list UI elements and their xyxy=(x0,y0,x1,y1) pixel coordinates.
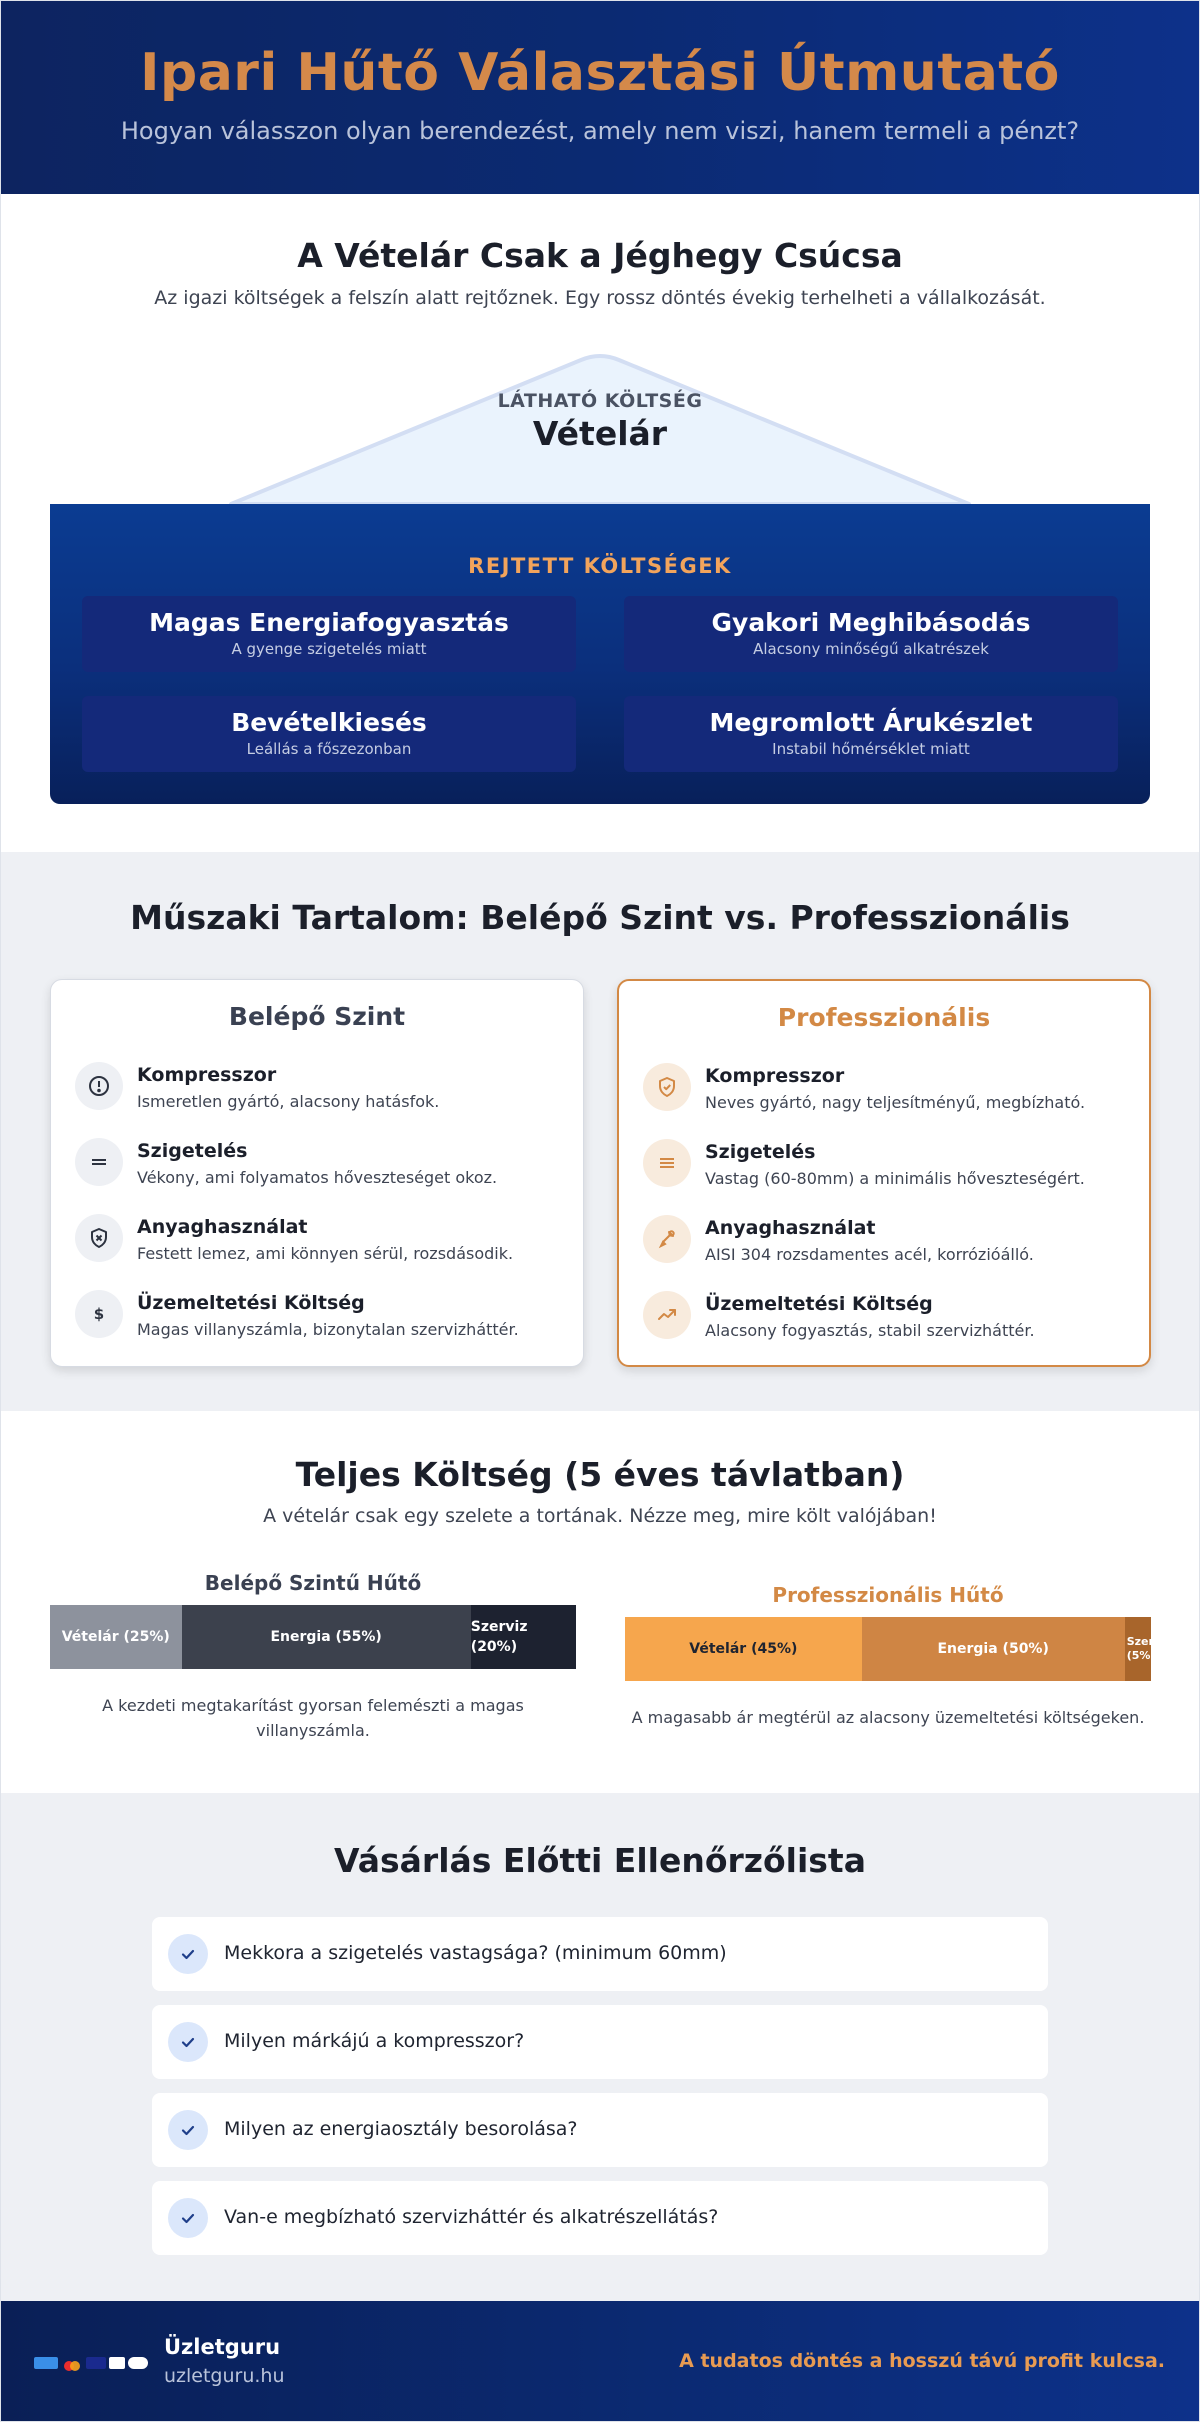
hidden-cost-desc: Leállás a főszezonban xyxy=(246,740,412,758)
pro-card xyxy=(617,979,1151,1367)
cost-subtitle: A vételár csak egy szelete a tortának. Nézze meg, mire költ valójában! xyxy=(263,1505,937,1527)
barion-icon xyxy=(34,2357,58,2369)
pro-card-title: Professzionális xyxy=(777,1003,991,1032)
feature-title: Kompresszor xyxy=(137,1064,277,1086)
comparison-section xyxy=(1,852,1199,1411)
feature-desc: Vastag (60-80mm) a minimális hőveszteségért. xyxy=(705,1169,1085,1188)
cost-section xyxy=(1,1411,1199,1793)
feature-title: Kompresszor xyxy=(705,1065,845,1087)
comparison-title: Műszaki Tartalom: Belépő Szint vs. Professzionális xyxy=(130,898,1070,937)
basic-card xyxy=(50,979,584,1367)
hidden-cost-title: Gyakori Meghibásodás xyxy=(711,608,1031,637)
cost-title: Teljes Költség (5 éves távlatban) xyxy=(295,1455,905,1494)
checklist-title: Vásárlás Előtti Ellenőrzőlista xyxy=(334,1841,866,1880)
feature-desc: Alacsony fogyasztás, stabil szervizháttér. xyxy=(705,1321,1035,1340)
feature-title: Anyaghasználat xyxy=(137,1216,308,1238)
svg-text:$: $ xyxy=(93,1305,105,1323)
hidden-cost-desc: Alacsony minőségű alkatrészek xyxy=(753,640,989,658)
checklist-text: Milyen az energiaosztály besorolása? xyxy=(224,2118,578,2140)
thick-lines-icon xyxy=(643,1139,691,1187)
page-subtitle: Hogyan válasszon olyan berendezést, amely nem viszi, hanem termeli a pénzt? xyxy=(120,117,1080,145)
iceberg-title: A Vételár Csak a Jéghegy Csúcsa xyxy=(297,236,903,275)
checklist-item xyxy=(152,1917,1048,1991)
feature-desc: Neves gyártó, nagy teljesítményű, megbízható. xyxy=(705,1093,1086,1112)
apple-pay-icon xyxy=(109,2357,125,2369)
checklist-item xyxy=(152,2005,1048,2079)
shield-check-icon xyxy=(643,1063,691,1111)
checklist-item xyxy=(152,2093,1048,2167)
alert-icon xyxy=(75,1062,123,1110)
basic-card-title: Belépő Szint xyxy=(228,1002,406,1031)
feature-title: Üzemeltetési Költség xyxy=(137,1292,365,1314)
visible-cost-value: Vételár xyxy=(532,414,668,453)
trend-up-icon xyxy=(643,1291,691,1339)
cost-segment: Vételár (45%) xyxy=(625,1617,862,1681)
checklist-item xyxy=(152,2181,1048,2255)
iceberg-section xyxy=(1,194,1199,852)
feature-title: Szigetelés xyxy=(137,1140,248,1162)
check-icon xyxy=(168,2198,208,2238)
page xyxy=(1,1,1199,2421)
cost-segment: Vételár (25%) xyxy=(50,1605,182,1669)
feature-title: Üzemeltetési Költség xyxy=(705,1293,933,1315)
hidden-cost-title: Megromlott Árukészlet xyxy=(709,708,1033,737)
shield-x-icon xyxy=(75,1214,123,1262)
checklist-text: Van-e megbízható szervizháttér és alkatrészellátás? xyxy=(224,2206,719,2228)
check-icon xyxy=(168,2110,208,2150)
hidden-cost-desc: Instabil hőmérséklet miatt xyxy=(772,740,970,758)
feature-item xyxy=(643,1215,1123,1281)
hidden-cost-title: Magas Energiafogyasztás xyxy=(149,608,509,637)
basic-bar-title: Belépő Szintű Hűtő xyxy=(204,1571,422,1595)
feature-item xyxy=(643,1063,1123,1129)
hidden-costs-label: REJTETT KÖLTSÉGEK xyxy=(468,554,732,578)
pro-bar-note: A magasabb ár megtérül az alacsony üzemeltetési költségeken. xyxy=(631,1708,1145,1727)
cost-segment: Szerviz (20%) xyxy=(471,1605,576,1669)
mastercard-icon xyxy=(61,2357,83,2369)
checklist-text: Mekkora a szigetelés vastagsága? (minimum 60mm) xyxy=(224,1942,727,1964)
feature-item xyxy=(75,1062,555,1128)
check-icon xyxy=(168,1934,208,1974)
feature-desc: AISI 304 rozsdamentes acél, korrózióálló. xyxy=(705,1245,1034,1264)
feature-item xyxy=(75,1214,555,1280)
check-icon xyxy=(168,2022,208,2062)
hidden-cost-card xyxy=(82,596,576,672)
feature-desc: Magas villanyszámla, bizonytalan szervizháttér. xyxy=(137,1320,519,1339)
feature-desc: Ismeretlen gyártó, alacsony hatásfok. xyxy=(137,1092,440,1111)
hidden-cost-title: Bevételkiesés xyxy=(231,708,427,737)
pro-bar-title: Professzionális Hűtő xyxy=(772,1583,1004,1607)
footer-domain-link[interactable]: uzletguru.hu xyxy=(164,2365,285,2387)
feature-title: Anyaghasználat xyxy=(705,1217,876,1239)
hidden-cost-card xyxy=(82,696,576,772)
feature-title: Szigetelés xyxy=(705,1141,816,1163)
feature-item xyxy=(643,1291,1123,1357)
basic-bar-note: A kezdeti megtakarítást gyorsan felemészti a magas villanyszámla. xyxy=(102,1696,524,1740)
iceberg-subtitle: Az igazi költségek a felszín alatt rejtőznek. Egy rossz döntés évekig terhelheti a vállalkozását. xyxy=(154,287,1046,309)
header xyxy=(1,1,1199,194)
hidden-costs-panel xyxy=(50,504,1150,804)
footer xyxy=(1,2301,1199,2421)
cost-segment: Energia (55%) xyxy=(182,1605,471,1669)
hidden-cost-card xyxy=(624,596,1118,672)
dollar-icon xyxy=(75,1290,123,1338)
basic-cost-bar xyxy=(50,1605,576,1669)
tools-icon xyxy=(643,1215,691,1263)
visa-icon xyxy=(86,2357,106,2369)
feature-item xyxy=(75,1138,555,1204)
pro-cost-bar xyxy=(625,1617,1172,1681)
feature-desc: Vékony, ami folyamatos hőveszteséget okoz. xyxy=(137,1168,498,1187)
visible-cost-label: LÁTHATÓ KÖLTSÉG xyxy=(497,390,703,412)
feature-desc: Festett lemez, ami könnyen sérül, rozsdásodik. xyxy=(137,1244,514,1263)
google-pay-icon xyxy=(128,2357,148,2369)
footer-tagline: A tudatos döntés a hosszú távú profit kulcsa. xyxy=(679,2350,1165,2372)
feature-item xyxy=(75,1290,555,1356)
hidden-cost-card xyxy=(624,696,1118,772)
cost-segment: Energia (50%) xyxy=(862,1617,1125,1681)
cost-segment: Szerviz (5%) xyxy=(1125,1617,1151,1681)
checklist-text: Milyen márkájú a kompresszor? xyxy=(224,2030,525,2052)
feature-item xyxy=(643,1139,1123,1205)
hidden-cost-desc: A gyenge szigetelés miatt xyxy=(231,640,427,658)
page-title: Ipari Hűtő Választási Útmutató xyxy=(140,43,1060,103)
thin-lines-icon xyxy=(75,1138,123,1186)
checklist-section xyxy=(1,1793,1199,2303)
footer-brand: Üzletguru xyxy=(164,2335,281,2359)
